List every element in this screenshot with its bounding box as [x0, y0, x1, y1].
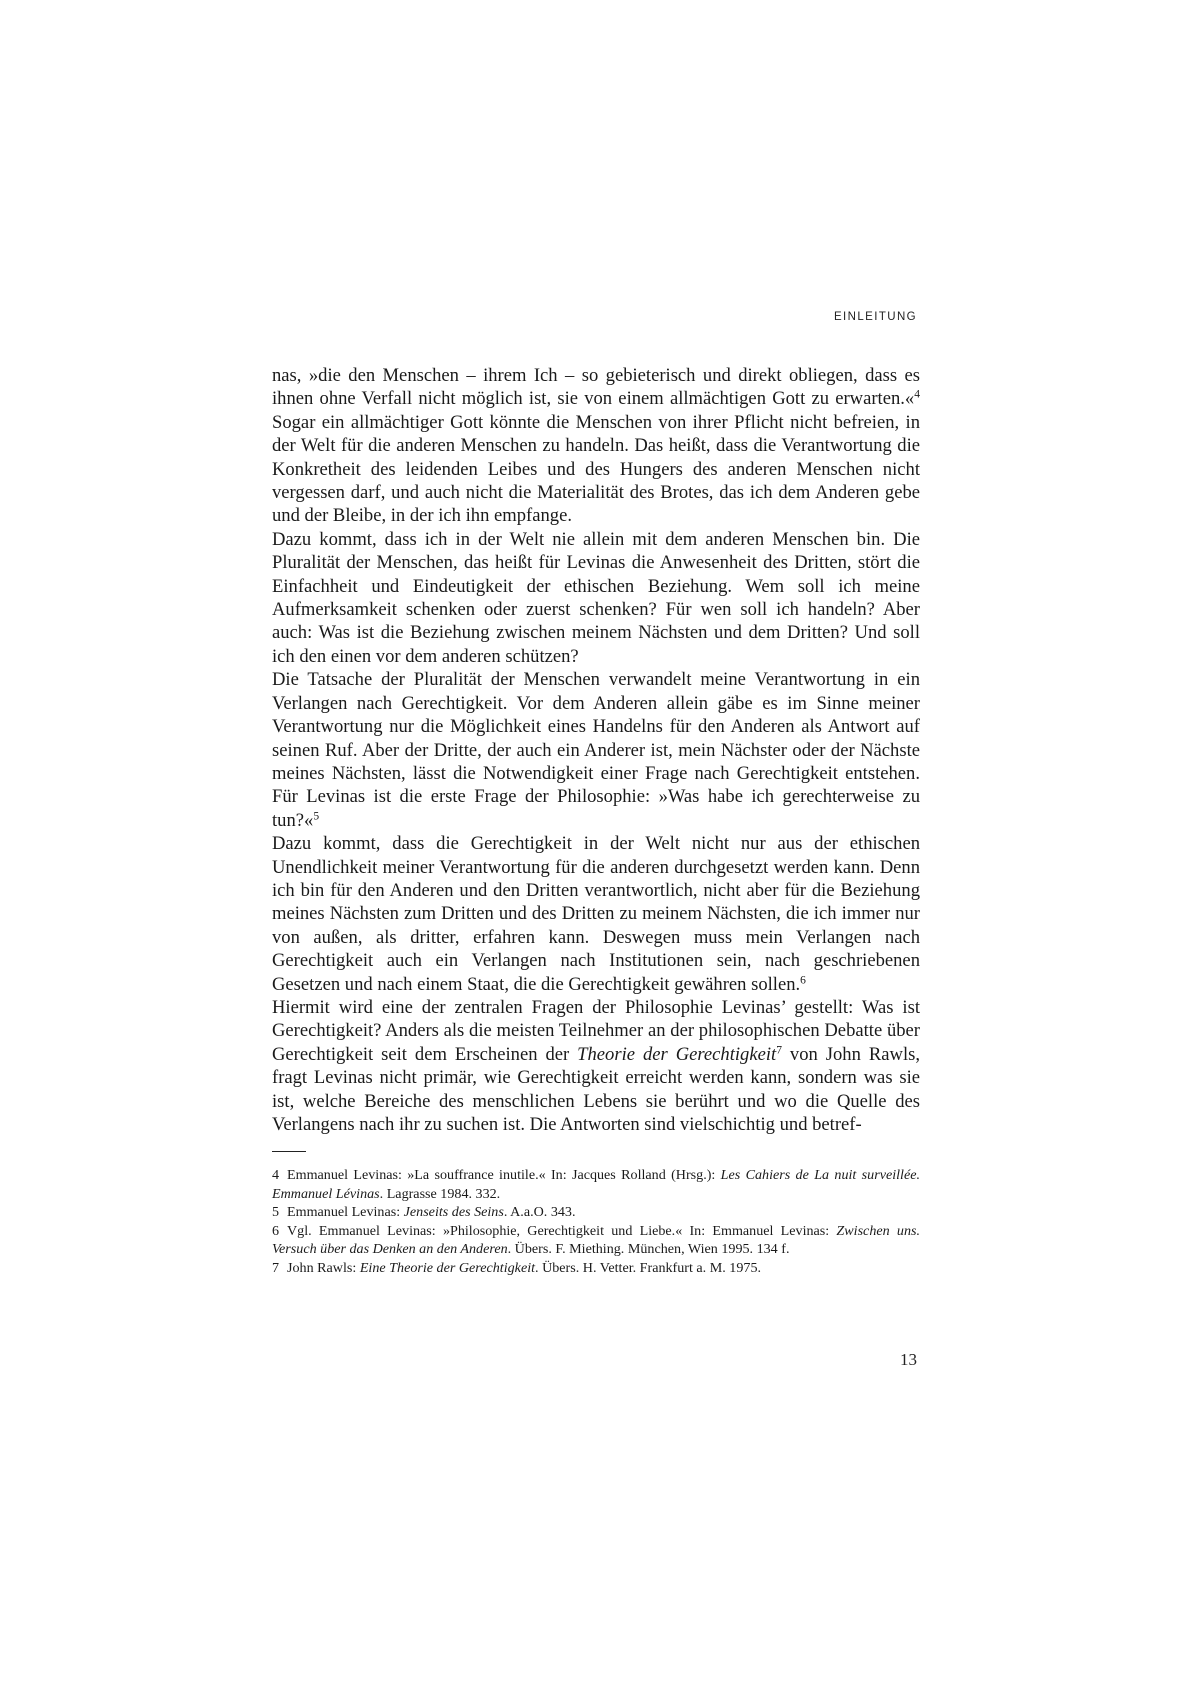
book-title: Zwischen uns. Versuch über das Denken an den Anderen [272, 1222, 920, 1258]
page-number: 13 [900, 1350, 917, 1369]
text-run: Emmanuel Levinas: »La souffrance inutile.« In: Jacques Rolland (Hrsg.): [287, 1167, 721, 1183]
text-run: Dazu kommt, dass die Gerechtigkeit in der Welt nicht nur aus der ethischen Unendlichkeit meiner Verantwortung für die anderen durchgesetzt werden kann. Denn ich bin für den Anderen und den Dritten verantwortlich, nicht aber für die Beziehung meines Nächsten zum Dritten und des Dritten zu meinem Nächsten, die ich immer nur von außen, als dritter, erfahren kann. Deswegen muss mein Verlangen nach Gerechtigkeit auch ein Verlangen nach Institutionen sein, nach geschriebenen Gesetzen und nach einem Staat, die die Gerechtigkeit gewähren sollen. [272, 833, 920, 995]
main-text [272, 364, 920, 1136]
text-run: . Lagrasse 1984. 332. [379, 1185, 501, 1202]
footnote-number: 5 [272, 1204, 280, 1221]
text-run: Vgl. Emmanuel Levinas: »Philosophie, Gerechtigkeit und Liebe.« In: Emmanuel Levinas: [287, 1222, 837, 1239]
footnote-6 [272, 1222, 920, 1259]
footnote-7 [272, 1259, 920, 1278]
footnote-ref: 7 [776, 1044, 782, 1057]
text-run: Emmanuel Levinas: [287, 1204, 404, 1221]
footnote-number: 7 [272, 1259, 280, 1276]
footnote-number: 6 [272, 1222, 280, 1239]
footnote-number: 4 [272, 1167, 280, 1183]
book-title: Eine Theorie der Gerechtigkeit [359, 1259, 536, 1276]
footnote-5 [272, 1203, 920, 1222]
text-run: . Übers. H. Vetter. Frankfurt a. M. 1975. [535, 1259, 762, 1276]
text-run: . Übers. F. Miething. München, Wien 1995. 134 f. [507, 1241, 790, 1258]
text-run: Die Tatsache der Pluralität der Menschen verwandelt meine Verantwortung in ein Verlangen nach Gerechtigkeit. Vor dem Anderen allein gäbe es im Sinne meiner Verantwortung nur die Möglichkeit eines Handelns für den Anderen als Antwort auf seinen Ruf. Aber der Dritte, der auch ein Anderer ist, mein Nächster oder der Nächste meines Nächsten, lässt die Notwendigkeit einer Frage nach Gerechtigkeit entstehen. Für Levinas ist die erste Frage der Philosophie: »Was habe ich gerechterweise zu tun?« [272, 669, 920, 831]
running-head: EINLEITUNG [833, 311, 917, 323]
paragraph [272, 996, 920, 1136]
footnote-ref: 6 [800, 974, 806, 987]
paragraph [272, 528, 920, 668]
footnote-separator [272, 1151, 306, 1152]
text-run: Dazu kommt, dass ich in der Welt nie allein mit dem anderen Menschen bin. Die Pluralität der Menschen, das heißt für Levinas die Anwesenheit des Dritten, stört die Einfachheit und Eindeutigkeit der ethischen Beziehung. Wem soll ich meine Aufmerksamkeit schenken oder zuerst schenken? Für wen soll ich handeln? Aber auch: Was ist die Beziehung zwischen meinem Nächsten und dem Dritten? Und soll ich den einen vor dem anderen schützen? [272, 528, 920, 667]
book-title: Theorie der Gerechtigkeit [577, 1043, 777, 1065]
text-run: Sogar ein allmächtiger Gott könnte die Menschen von ihrer Pflicht nicht befreien, in der Welt für die anderen Menschen zu handeln. Das heißt, dass die Verantwortung die Konkretheit des leidenden Leibes und des Hungers des anderen Menschen nicht vergessen darf, und auch nicht die Materialität des Brotes, das ich dem Anderen gebe und der Bleibe, in der ich ihn empfange. [272, 411, 920, 527]
text-run: John Rawls: [287, 1259, 360, 1276]
paragraph [272, 364, 920, 528]
text-run: nas, »die den Menschen – ihrem Ich – so gebieterisch und direkt obliegen, dass es ihnen ohne Verfall nicht möglich ist, sie von einem allmächtigen Gott zu erwarten.« [272, 365, 920, 410]
footnote-ref: 4 [914, 389, 920, 402]
text-run: Hiermit wird eine der zentralen Fragen der Philosophie Levinas’ gestellt: Was ist Gerechtigkeit? Anders als die meisten Teilnehmer an der philosophischen Debatte über Gerechtigkeit seit dem Erscheinen der [272, 996, 920, 1065]
paragraph [272, 668, 920, 832]
footnote-4 [272, 1166, 920, 1203]
book-title: Jenseits des Seins [403, 1204, 504, 1221]
book-title: Les Cahiers de La nuit surveillée. Emmanuel Lévinas [272, 1167, 920, 1202]
footnotes [272, 1166, 920, 1278]
paragraph [272, 832, 920, 996]
text-run: . A.a.O. 343. [503, 1204, 576, 1221]
footnote-ref: 5 [313, 810, 320, 823]
text-run: von John Rawls, fragt Levinas nicht primär, wie Gerechtigkeit erreicht werden kann, sondern was sie ist, welche Bereiche des menschlichen Lebens sie berührt und wo die Quelle des Verlangens nach ihr zu suchen ist. Die Antworten sind vielschichtig und betref- [272, 1043, 920, 1135]
